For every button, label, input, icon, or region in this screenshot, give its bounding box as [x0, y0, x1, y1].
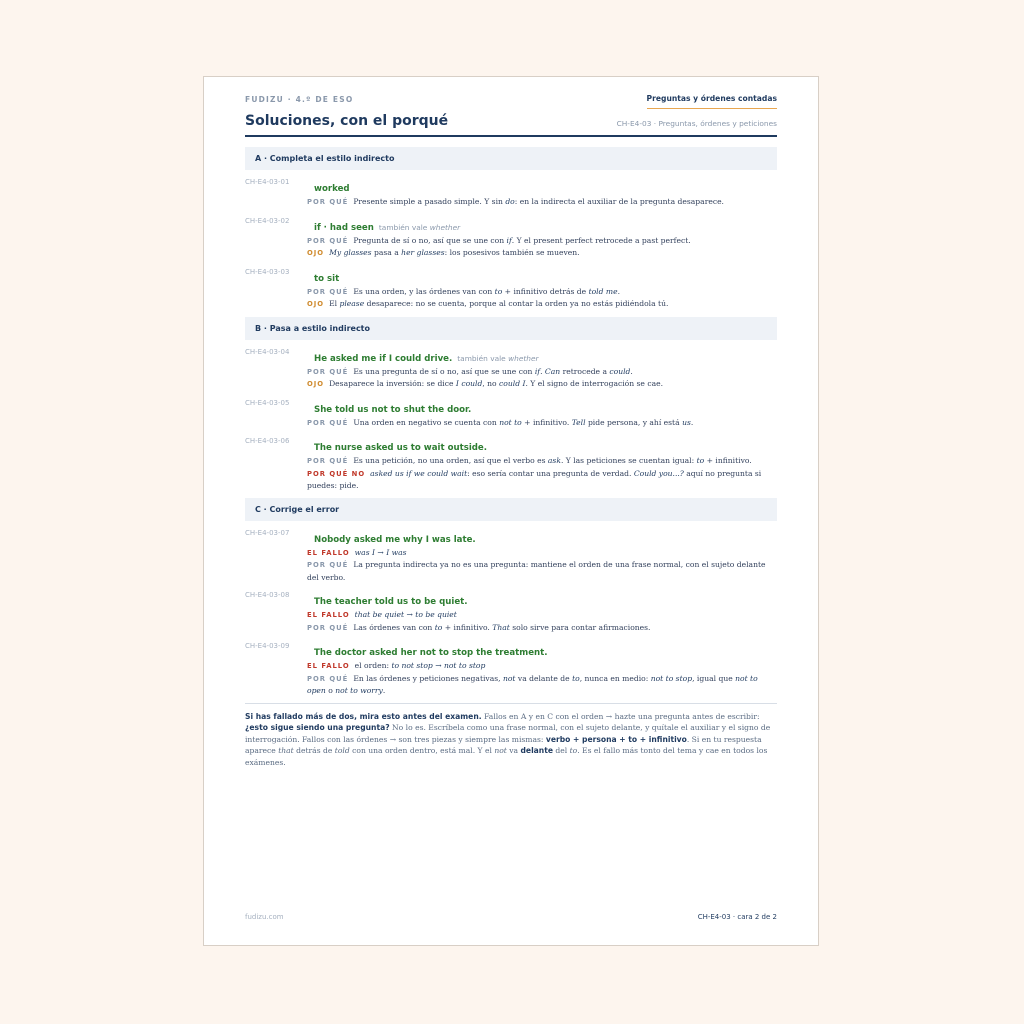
worksheet-page	[203, 76, 819, 946]
study-tip	[245, 711, 777, 769]
answer: The doctor asked her not to stop the treatment.	[314, 648, 548, 658]
por-que-tag: POR QUÉ	[307, 561, 349, 569]
tip-lead: Si has fallado más de dos, mira esto antes del examen.	[245, 711, 482, 721]
error-line	[307, 660, 777, 673]
answer: Nobody asked me why I was late.	[314, 534, 476, 545]
explanation	[307, 366, 777, 379]
answer: worked	[314, 184, 350, 194]
ojo-tag: OJO	[307, 380, 325, 388]
por-que-tag: POR QUÉ	[307, 674, 349, 683]
text: + infinitivo detrás de	[502, 286, 589, 296]
answer: The nurse asked us to wait outside.	[314, 443, 488, 453]
note	[307, 468, 777, 492]
answer: He asked me if I could drive.	[314, 353, 453, 364]
por-que-tag: POR QUÉ	[307, 457, 349, 465]
text: .	[630, 366, 633, 376]
text: No lo es. Escríbela como una frase normal, con el sujeto delante, y quítale el auxiliar y el signo de interrogación. Fallos con las órdenes → son tres piezas y siempre las mismas:	[245, 723, 771, 744]
text: whether	[508, 353, 539, 363]
explanation	[307, 286, 777, 299]
text: . Y el present perfect retrocede a past perfect.	[511, 235, 691, 245]
text: , nunca en medio:	[579, 673, 651, 683]
text: to	[572, 673, 580, 683]
text: En las órdenes y peticiones negativas,	[353, 673, 503, 683]
text: to not stop → not to stop	[391, 661, 486, 670]
question-id: CH-E4-03-04	[245, 347, 290, 356]
text: to	[569, 746, 578, 756]
por-que-tag: POR QUÉ	[307, 287, 349, 296]
el-fallo-tag: EL FALLO	[307, 548, 350, 557]
text: to	[434, 622, 443, 632]
text: el orden:	[354, 661, 392, 670]
text: not to	[499, 417, 522, 427]
question-item	[245, 527, 777, 584]
text: to	[696, 456, 705, 465]
text: not to open	[307, 673, 758, 695]
explanation	[307, 559, 777, 583]
error-line	[307, 609, 777, 622]
question-item	[245, 640, 777, 697]
section-b-title: B · Pasa a estilo indirecto	[245, 317, 777, 340]
text: Fallos en A y en C con el orden → hazte una pregunta antes de escribir:	[481, 711, 760, 721]
text: o	[325, 686, 336, 695]
ojo-tag: OJO	[307, 249, 325, 257]
sheet-code: CH-E4-03 · Preguntas, órdenes y peticiones	[616, 119, 777, 128]
text: Es una orden, y las órdenes van con	[353, 286, 495, 296]
text: + infinitivo.	[442, 622, 493, 632]
text: Tell	[571, 417, 586, 427]
tip-formula: verbo + persona + to + infinitivo	[545, 734, 687, 744]
explanation	[307, 417, 777, 430]
text: Could you...?	[633, 468, 684, 478]
alt-answer	[379, 223, 460, 232]
explanation	[307, 455, 777, 468]
divider	[245, 703, 777, 704]
text: Las órdenes van con	[353, 622, 435, 632]
text: .	[617, 286, 621, 296]
question-item	[245, 435, 777, 492]
text: I could	[455, 379, 483, 388]
brand-label: FUDIZU · 4.º DE ESO	[245, 95, 354, 104]
text: también vale	[378, 222, 428, 232]
question-item	[245, 215, 777, 260]
text: Desaparece la inversión: se dice	[329, 379, 456, 388]
text: , no	[482, 379, 500, 388]
text: Es una petición, no una orden, así que el verbo es	[353, 456, 548, 465]
note	[307, 298, 777, 311]
text: not	[494, 746, 507, 756]
text: .	[690, 417, 694, 427]
text: Can	[544, 366, 561, 376]
por-que-tag: POR QUÉ	[307, 367, 349, 376]
solutions-content	[245, 147, 777, 768]
text: could I	[499, 379, 526, 388]
text: : los posesivos también se mueven.	[444, 248, 580, 257]
text: desaparece: no se cuenta, porque al contar la orden ya no estás pidiéndola tú.	[364, 299, 669, 308]
answer: The teacher told us to be quiet.	[314, 597, 468, 607]
question-id: CH-E4-03-07	[245, 528, 290, 537]
explanation	[307, 196, 777, 209]
ojo-tag: OJO	[307, 300, 325, 308]
text: if	[534, 366, 541, 376]
text: : en la indirecta el auxiliar de la pregunta desaparece.	[514, 197, 724, 206]
text: .	[382, 686, 386, 695]
text: La pregunta indirecta ya no es una pregunta: mantiene el orden de una frase normal, con el sujeto delante del verbo.	[307, 560, 766, 582]
text: could	[609, 366, 631, 376]
text: if	[506, 235, 512, 245]
answer: She told us not to shut the door.	[314, 404, 472, 415]
answer: if · had seen	[314, 222, 374, 233]
text: . Es el fallo más tonto del tema y cae en todos los exámenes.	[245, 746, 768, 767]
question-item	[245, 397, 777, 430]
tip-question: ¿esto sigue siendo una pregunta?	[245, 723, 390, 733]
section-a-title: A · Completa el estilo indirecto	[245, 147, 777, 170]
text: va	[506, 746, 521, 756]
el-fallo-tag: EL FALLO	[307, 662, 350, 670]
title-rule	[245, 135, 777, 137]
text: .	[540, 366, 545, 376]
question-item	[245, 346, 777, 391]
text: , igual que	[692, 673, 736, 683]
text: that	[278, 746, 294, 756]
por-que-no-tag: POR QUÉ NO	[307, 469, 366, 478]
por-que-tag: POR QUÉ	[307, 236, 349, 245]
topic-label: Preguntas y órdenes contadas	[647, 94, 777, 109]
text: please	[339, 299, 365, 308]
text: Una orden en negativo se cuenta con	[353, 417, 500, 427]
text: told me	[588, 286, 618, 296]
por-que-tag: POR QUÉ	[307, 418, 349, 427]
text: . Y las peticiones se cuentan igual:	[560, 456, 697, 465]
question-id: CH-E4-03-03	[245, 267, 290, 276]
text: con una orden dentro, está mal. Y el	[349, 746, 495, 756]
question-id: CH-E4-03-06	[245, 437, 290, 445]
text: Es una pregunta de sí o no, así que se une con	[353, 366, 535, 376]
question-id: CH-E4-03-02	[245, 216, 290, 225]
text: Pregunta de sí o no, así que se une con	[353, 235, 507, 245]
text: : eso sería contar una pregunta de verdad.	[467, 468, 634, 478]
text: pide persona, y ahí está	[585, 417, 683, 427]
text: solo sirve para contar afirmaciones.	[509, 622, 651, 632]
footer-page: CH-E4-03 · cara 2 de 2	[697, 913, 777, 921]
text: was I → I was	[354, 547, 407, 557]
text: Presente simple a pasado simple. Y sin	[353, 197, 506, 206]
note	[307, 378, 777, 391]
text: not to stop	[650, 673, 693, 683]
explanation	[307, 622, 777, 635]
text: del	[552, 746, 570, 756]
text: to	[494, 286, 503, 296]
text: not to worry	[335, 686, 383, 695]
text: whether	[429, 222, 461, 232]
text: us	[682, 417, 691, 427]
text: . Y el signo de interrogación se cae.	[525, 379, 664, 388]
por-que-tag: POR QUÉ	[307, 198, 349, 206]
text: aquí no pregunta si puedes: pide.	[307, 468, 762, 490]
section-c-title: C · Corrige el error	[245, 498, 777, 521]
text: detrás de	[293, 746, 335, 756]
question-item	[245, 176, 777, 209]
el-fallo-tag: EL FALLO	[307, 611, 350, 619]
explanation	[307, 673, 777, 697]
text: do	[505, 197, 515, 206]
text: delante	[520, 746, 553, 756]
footer-site: fudizu.com	[245, 913, 284, 921]
text: también vale	[457, 353, 506, 363]
text: ask	[547, 456, 561, 465]
question-item	[245, 266, 777, 311]
answer: to sit	[314, 273, 340, 284]
text: pasa a	[371, 248, 402, 257]
page-title: Soluciones, con el porqué	[245, 113, 449, 129]
text: El	[329, 299, 340, 308]
note	[307, 247, 777, 260]
text: + infinitivo.	[704, 456, 752, 465]
text: told	[334, 746, 350, 756]
question-id: CH-E4-03-01	[245, 178, 290, 186]
error-line	[307, 547, 777, 560]
explanation	[307, 235, 777, 248]
text: . Si en tu respuesta aparece	[245, 734, 762, 756]
text: That	[492, 622, 510, 632]
question-id: CH-E4-03-08	[245, 591, 290, 599]
text: va delante de	[515, 673, 573, 683]
text: asked us if we could wait	[370, 468, 468, 478]
text: retrocede a	[560, 366, 610, 376]
alt-answer	[457, 354, 538, 363]
question-item	[245, 589, 777, 634]
text: + infinitivo.	[521, 417, 572, 427]
question-id: CH-E4-03-05	[245, 398, 290, 407]
text: My glasses	[329, 248, 372, 257]
text: that be quiet → to be quiet	[354, 610, 457, 619]
por-que-tag: POR QUÉ	[307, 623, 349, 632]
question-id: CH-E4-03-09	[245, 642, 290, 650]
text: not	[502, 673, 516, 683]
text: her glasses	[401, 248, 445, 257]
